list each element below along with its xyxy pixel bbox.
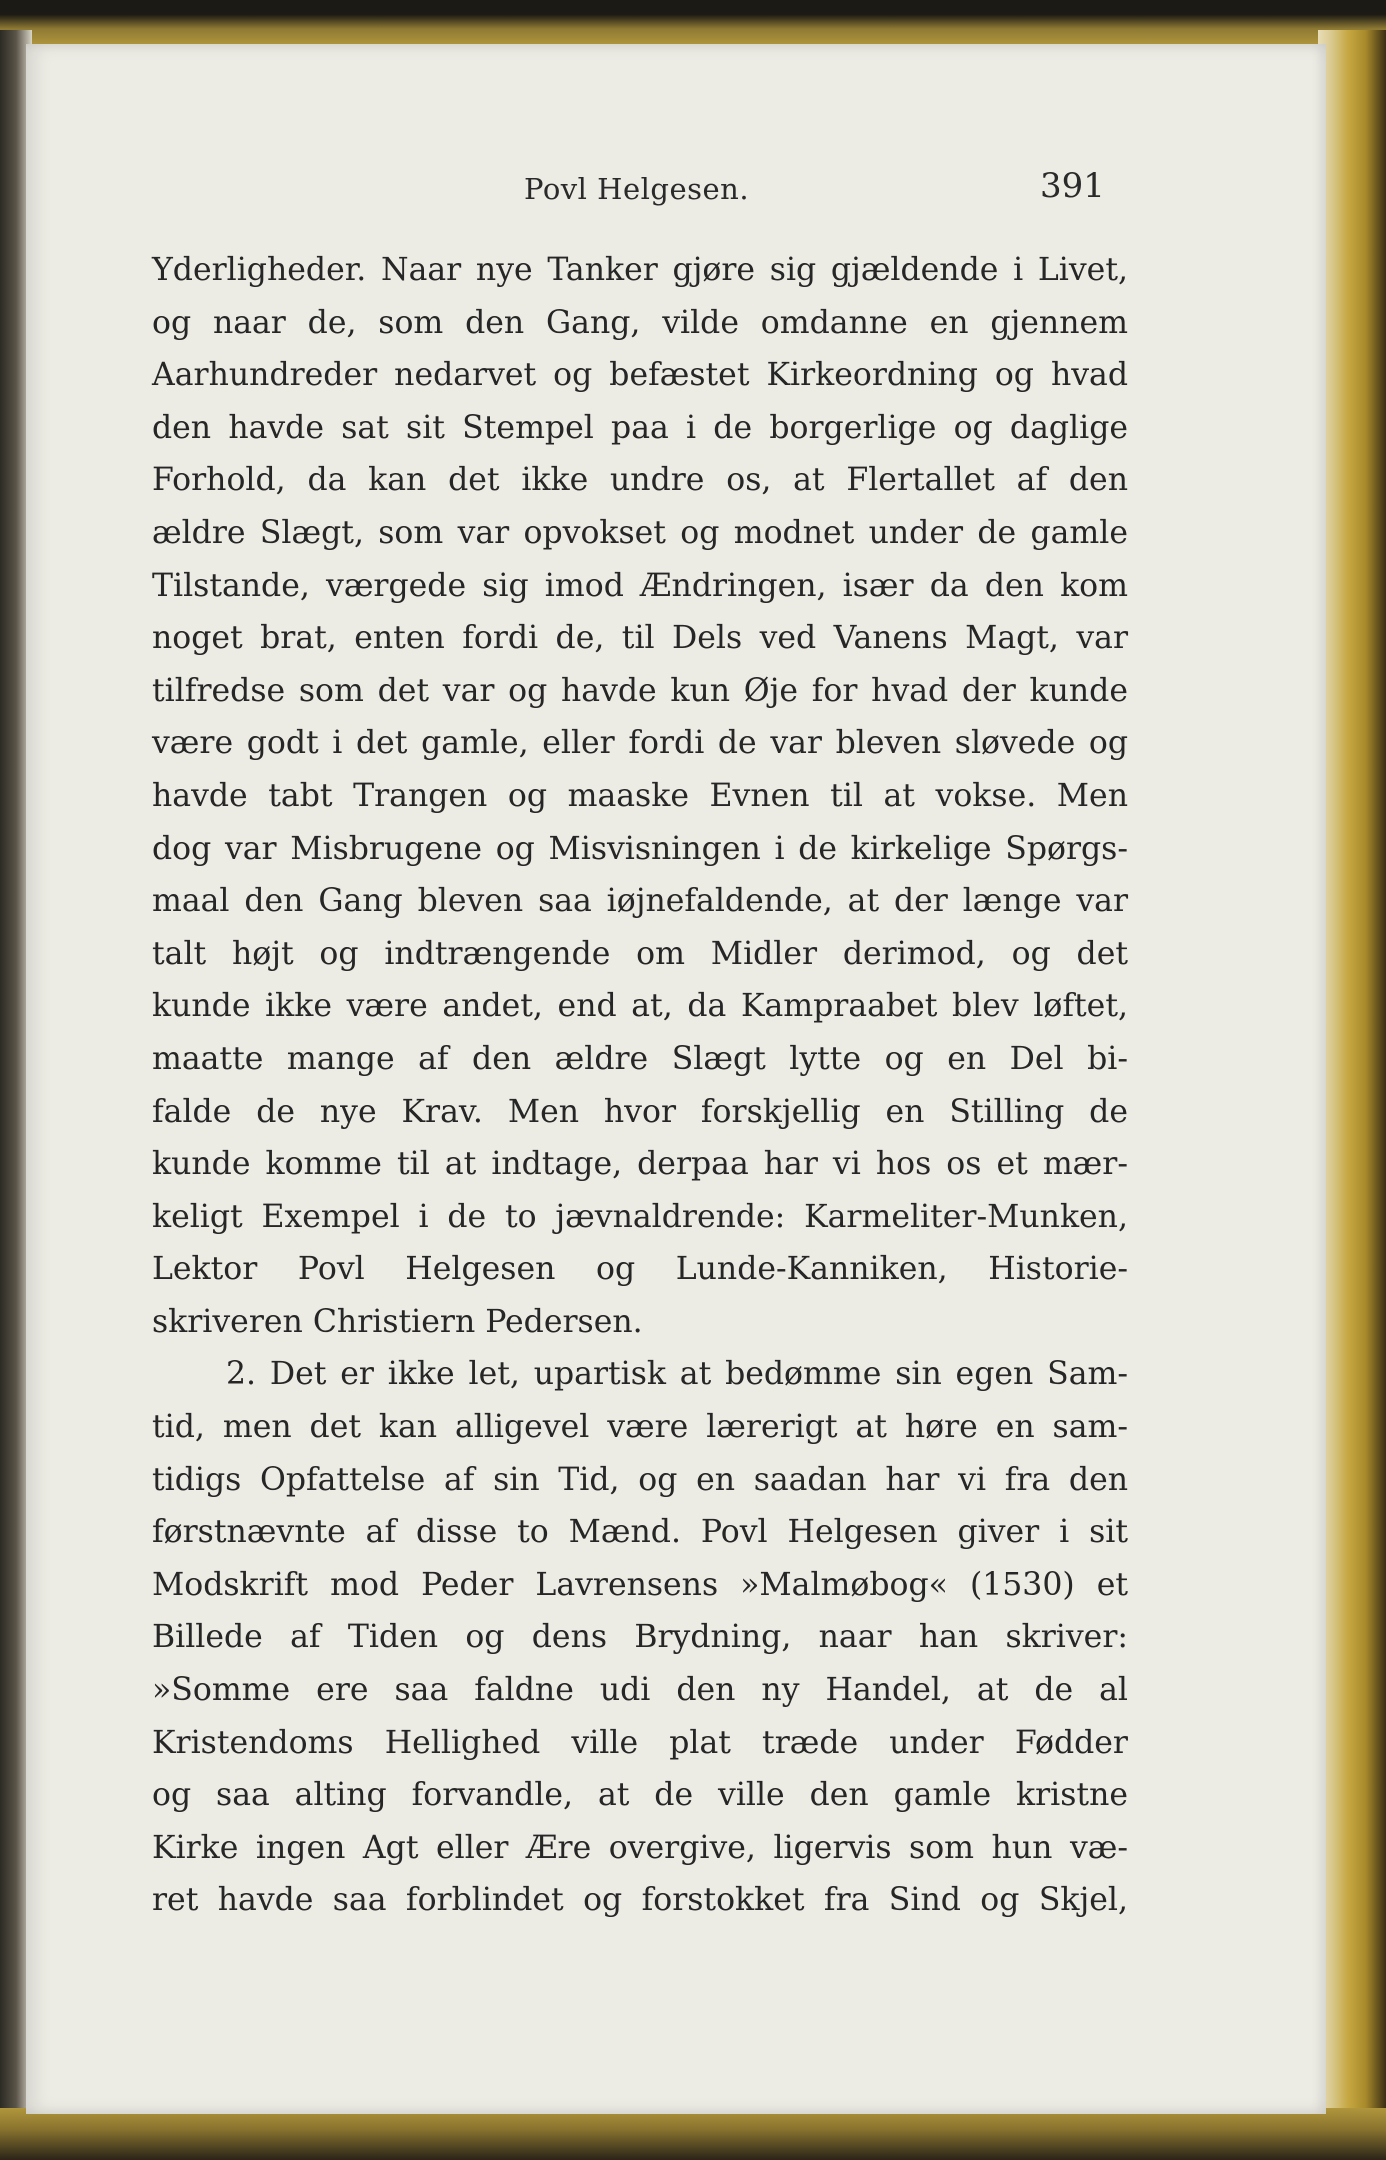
text-line: Lektor Povl Helgesen og Lunde-Kanniken, Historie- bbox=[152, 1251, 1128, 1288]
text-line: noget brat, enten fordi de, til Dels ved Vanens Magt, var bbox=[152, 620, 1128, 657]
running-title: Povl Helgesen. bbox=[524, 172, 750, 206]
book-page bbox=[26, 44, 1326, 2114]
text-line: havde tabt Trangen og maaske Evnen til at vokse. Men bbox=[152, 777, 1128, 814]
page-number: 391 bbox=[1040, 166, 1105, 206]
text-line: skriveren Christiern Pedersen. bbox=[152, 1303, 643, 1340]
text-line: Tilstande, værgede sig imod Ændringen, især da den kom bbox=[152, 567, 1128, 604]
gilt-edge-bottom bbox=[0, 2108, 1386, 2160]
text-line: Forhold, da kan det ikke undre os, at Flertallet af den bbox=[152, 462, 1128, 499]
text-line: talt højt og indtrængende om Midler derimod, og det bbox=[152, 935, 1128, 972]
text-line: keligt Exempel i de to jævnaldrende: Karmeliter-Munken, bbox=[152, 1198, 1128, 1235]
text-line: førstnævnte af disse to Mænd. Povl Helgesen giver i sit bbox=[152, 1514, 1128, 1551]
text-line: dog var Misbrugene og Misvisningen i de kirkelige Spørgs- bbox=[152, 830, 1128, 867]
text-line: ret havde saa forblindet og forstokket fra Sind og Skjel, bbox=[152, 1882, 1128, 1919]
text-line: ældre Slægt, som var opvokset og modnet under de gamle bbox=[152, 514, 1128, 551]
text-line: være godt i det gamle, eller fordi de var bleven sløvede og bbox=[152, 725, 1128, 762]
text-line: og naar de, som den Gang, vilde omdanne en gjennem bbox=[152, 304, 1128, 341]
text-line: tid, men det kan alligevel være lærerigt at høre en sam- bbox=[152, 1409, 1128, 1446]
text-line: kunde komme til at indtage, derpaa har vi hos os et mær- bbox=[152, 1146, 1128, 1183]
text-line: Kirke ingen Agt eller Ære overgive, ligervis som hun væ- bbox=[152, 1829, 1128, 1866]
text-line: Aarhundreder nedarvet og befæstet Kirkeordning og hvad bbox=[152, 357, 1128, 394]
text-line: den havde sat sit Stempel paa i de borgerlige og daglige bbox=[152, 409, 1128, 446]
text-line: Modskrift mod Peder Lavrensens »Malmøbog« (1530) et bbox=[152, 1566, 1128, 1603]
body-text bbox=[152, 244, 1128, 1927]
text-line: 2. Det er ikke let, upartisk at bedømme sin egen Sam- bbox=[226, 1356, 1128, 1393]
text-line: maatte mange af den ældre Slægt lytte og en Del bi- bbox=[152, 1040, 1128, 1077]
text-line: tilfredse som det var og havde kun Øje for hvad der kunde bbox=[152, 672, 1128, 709]
page-header bbox=[26, 166, 1326, 226]
text-line: og saa alting forvandle, at de ville den gamle kristne bbox=[152, 1777, 1128, 1814]
text-line: falde de nye Krav. Men hvor forskjellig en Stilling de bbox=[152, 1093, 1128, 1130]
text-line: Yderligheder. Naar nye Tanker gjøre sig gjældende i Livet, bbox=[152, 252, 1128, 288]
gilt-edge-right bbox=[1318, 30, 1386, 2130]
text-line: Billede af Tiden og dens Brydning, naar han skriver: bbox=[152, 1619, 1128, 1656]
text-line: kunde ikke være andet, end at, da Kampraabet blev løftet, bbox=[152, 988, 1128, 1025]
text-line: Kristendoms Hellighed ville plat træde under Fødder bbox=[152, 1724, 1128, 1761]
text-line: maal den Gang bleven saa iøjnefaldende, at der længe var bbox=[152, 883, 1128, 920]
gilt-edge-top bbox=[0, 0, 1386, 48]
text-line: »Somme ere saa faldne udi den ny Handel, at de al bbox=[152, 1672, 1128, 1709]
text-line: tidigs Opfattelse af sin Tid, og en saadan har vi fra den bbox=[152, 1461, 1128, 1498]
